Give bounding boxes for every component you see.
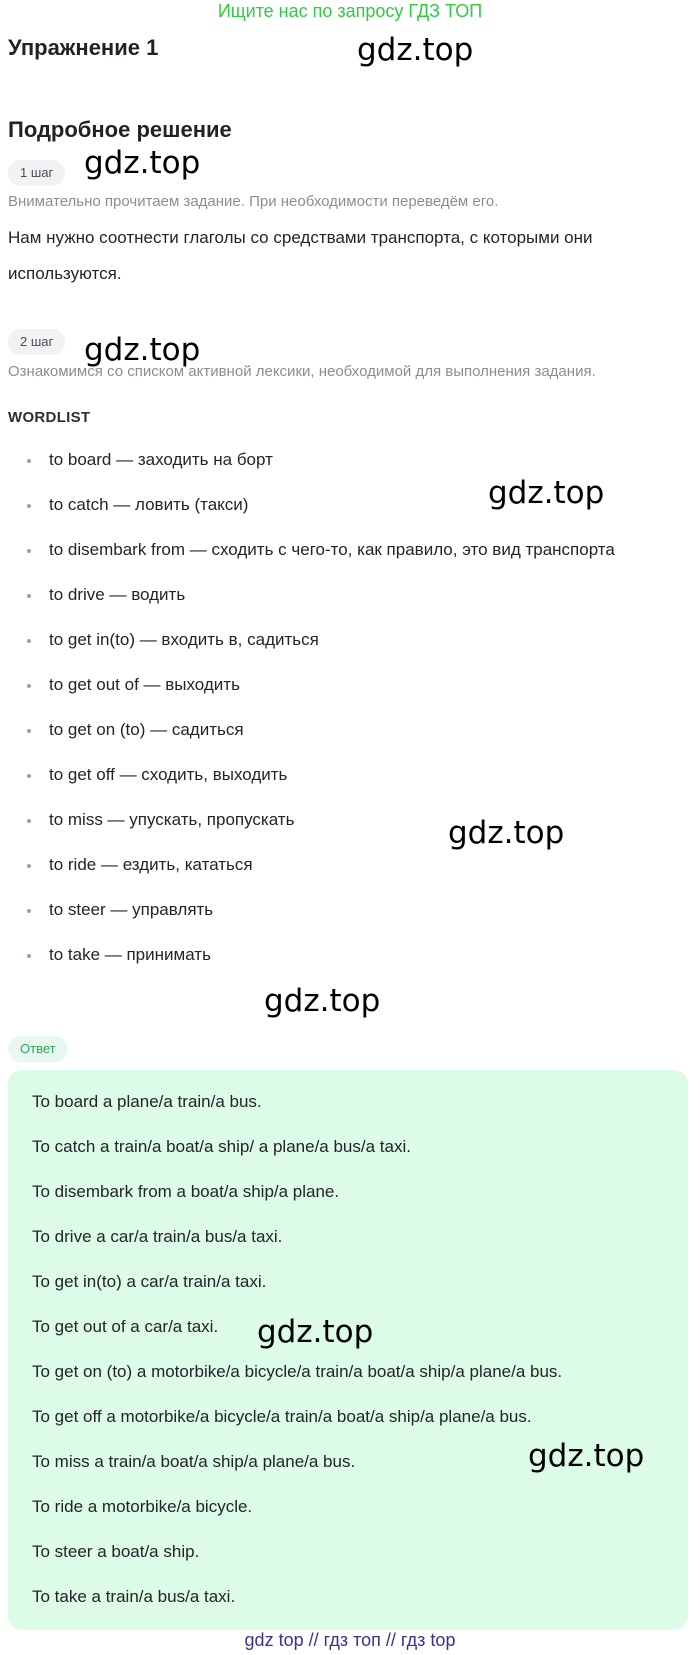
watermark: gdz.top bbox=[84, 332, 201, 368]
list-item: to drive — водить bbox=[8, 583, 615, 628]
answer-badge: Ответ bbox=[8, 1036, 68, 1062]
answer-line: To get in(to) a car/a train/a taxi. bbox=[32, 1272, 267, 1291]
bullet-icon bbox=[27, 774, 31, 778]
list-item: to get off — сходить, выходить bbox=[8, 763, 615, 808]
answer-line: To disembark from a boat/a ship/a plane. bbox=[32, 1182, 340, 1201]
step-1-badge: 1 шаг bbox=[8, 160, 65, 186]
bullet-icon bbox=[27, 909, 31, 913]
list-item: to disembark from — сходить с чего-то, как правило, это вид транспорта bbox=[8, 538, 615, 583]
watermark: gdz.top bbox=[448, 815, 565, 851]
watermark: gdz.top bbox=[257, 1314, 374, 1350]
bullet-icon bbox=[27, 459, 31, 463]
list-item: to ride — ездить, кататься bbox=[8, 853, 615, 898]
bullet-icon bbox=[27, 594, 31, 598]
step-2-hint: Ознакомимся со списком активной лексики, необходимой для выполнения задания. bbox=[8, 363, 596, 380]
bullet-icon bbox=[27, 504, 31, 508]
answer-line: To take a train/a bus/a taxi. bbox=[32, 1587, 236, 1606]
step-2-badge: 2 шаг bbox=[8, 329, 65, 355]
step-1-text: Нам нужно соотнести глаголы со средствами транспорта, с которыми они используются. bbox=[8, 228, 593, 283]
wordlist bbox=[8, 448, 615, 988]
list-item: to get in(to) — входить в, садиться bbox=[8, 628, 615, 673]
answer-line: To get on (to) a motorbike/a bicycle/a train/a boat/a ship/a plane/a bus. bbox=[32, 1362, 563, 1381]
answer-line: To steer a boat/a ship. bbox=[32, 1542, 200, 1561]
bullet-icon bbox=[27, 729, 31, 733]
wordlist-label: WORDLIST bbox=[8, 409, 91, 426]
answer-line: To catch a train/a boat/a ship/ a plane/a bus/a taxi. bbox=[32, 1137, 411, 1156]
bullet-icon bbox=[27, 819, 31, 823]
list-item: to miss — упускать, пропускать bbox=[8, 808, 615, 853]
answer-line: To miss a train/a boat/a ship/a plane/a bus. bbox=[32, 1452, 356, 1471]
answer-line: To board a plane/a train/a bus. bbox=[32, 1092, 262, 1111]
watermark: gdz.top bbox=[84, 145, 201, 181]
bullet-icon bbox=[27, 549, 31, 553]
list-item: to steer — управлять bbox=[8, 898, 615, 943]
answer-line: To get out of a car/a taxi. bbox=[32, 1317, 219, 1336]
list-item: to take — принимать bbox=[8, 943, 615, 988]
watermark: gdz.top bbox=[357, 32, 474, 68]
list-item: to board — заходить на борт bbox=[8, 448, 615, 493]
step-1-hint: Внимательно прочитаем задание. При необходимости переведём его. bbox=[8, 193, 499, 210]
watermark: gdz.top bbox=[528, 1438, 645, 1474]
answer-line: To drive a car/a train/a bus/a taxi. bbox=[32, 1227, 283, 1246]
bullet-icon bbox=[27, 639, 31, 643]
watermark: gdz.top bbox=[488, 475, 605, 511]
exercise-title: Упражнение 1 bbox=[8, 35, 159, 60]
list-item: to get out of — выходить bbox=[8, 673, 615, 718]
footer-links[interactable]: gdz top // гдз топ // гдз top bbox=[244, 1630, 456, 1650]
bullet-icon bbox=[27, 864, 31, 868]
bullet-icon bbox=[27, 954, 31, 958]
answer-box bbox=[8, 1070, 688, 1630]
watermark: gdz.top bbox=[264, 983, 381, 1019]
answer-line: To ride a motorbike/a bicycle. bbox=[32, 1497, 253, 1516]
bullet-icon bbox=[27, 684, 31, 688]
solution-heading: Подробное решение bbox=[8, 117, 232, 142]
list-item: to get on (to) — садиться bbox=[8, 718, 615, 763]
list-item: to catch — ловить (такси) bbox=[8, 493, 615, 538]
answer-line: To get off a motorbike/a bicycle/a train/a boat/a ship/a plane/a bus. bbox=[32, 1407, 532, 1426]
top-banner: Ищите нас по запросу ГДЗ ТОП bbox=[217, 1, 483, 21]
